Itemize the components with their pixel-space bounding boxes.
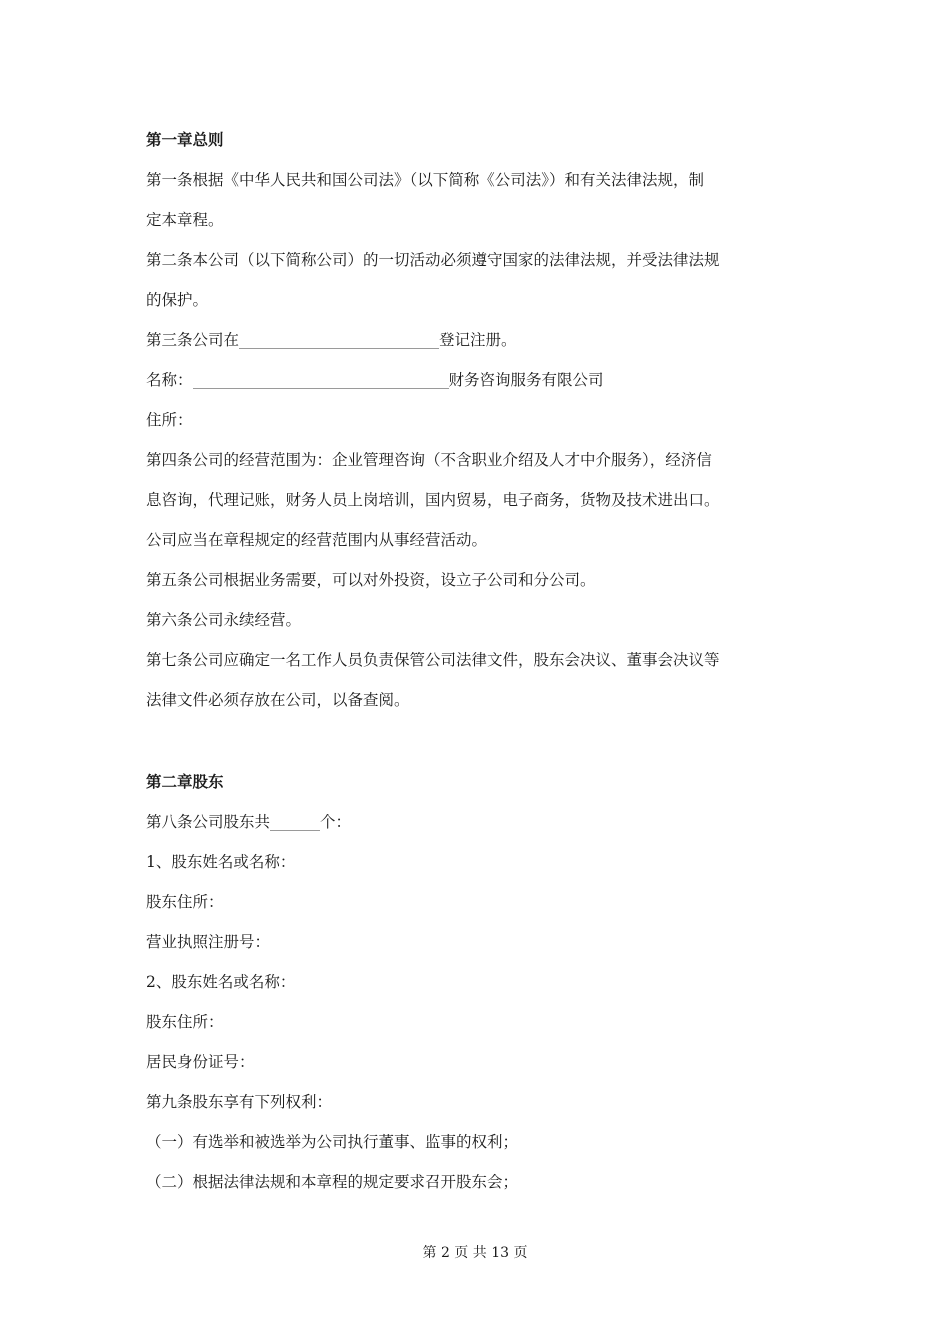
- article-3-prefix: 第三条公司在: [146, 331, 240, 349]
- article-2-line-1: 第二条本公司（以下简称公司）的一切活动必须遵守国家的法律法规，并受法律法规: [146, 251, 720, 269]
- article-3: [146, 320, 806, 360]
- shareholder-2-address: 股东住所：: [146, 1013, 224, 1031]
- article-5: 第五条公司根据业务需要，可以对外投资，设立子公司和分公司。: [146, 571, 596, 589]
- company-name-suffix: 财务咨询服务有限公司: [448, 371, 604, 389]
- article-4-line-1: 第四条公司的经营范围为：企业管理咨询（不含职业介绍及人才中介服务），经济信: [146, 451, 712, 469]
- shareholder-2-name: 2、股东姓名或名称：: [146, 973, 296, 991]
- company-name-blank: [193, 370, 449, 389]
- article-7-line-2: 法律文件必须存放在公司，以备查阅。: [146, 691, 410, 709]
- article-4-line-2: 息咨询，代理记账，财务人员上岗培训，国内贸易，电子商务，货物及技术进出口。: [146, 491, 720, 509]
- company-name-line: [146, 360, 806, 400]
- shareholder-1-address: 股东住所：: [146, 893, 224, 911]
- company-address-line: 住所：: [146, 411, 193, 429]
- company-name-label: 名称：: [146, 371, 193, 389]
- shareholder-count-blank: [270, 812, 320, 831]
- chapter-2-title: 第二章股东: [146, 773, 224, 791]
- shareholder-2-id: 居民身份证号：: [146, 1053, 255, 1071]
- article-1-line-1: 第一条根据《中华人民共和国公司法》（以下简称《公司法》）和有关法律法规，制: [146, 171, 705, 189]
- chapter-spacer: [146, 720, 806, 762]
- article-2-line-2: 的保护。: [146, 291, 209, 309]
- article-8: [146, 802, 806, 842]
- article-3-suffix: 登记注册。: [439, 331, 517, 349]
- page-content: [146, 120, 806, 1202]
- shareholder-right-2: （二）根据法律法规和本章程的规定要求召开股东会；: [146, 1173, 519, 1191]
- page-number-footer: 第 2 页 共 13 页: [422, 1245, 528, 1261]
- article-8-prefix: 第八条公司股东共: [146, 813, 271, 831]
- article-1-line-2: 定本章程。: [146, 211, 224, 229]
- article-8-suffix: 个：: [320, 813, 352, 831]
- shareholder-right-1: （一）有选举和被选举为公司执行董事、监事的权利；: [146, 1133, 519, 1151]
- article-7-line-1: 第七条公司应确定一名工作人员负责保管公司法律文件，股东会决议、董事会决议等: [146, 651, 720, 669]
- article-4-line-3: 公司应当在章程规定的经营范围内从事经营活动。: [146, 531, 488, 549]
- article-6: 第六条公司永续经营。: [146, 611, 302, 629]
- registration-place-blank: [239, 330, 439, 349]
- chapter-1-title: 第一章总则: [146, 131, 224, 149]
- shareholder-1-license: 营业执照注册号：: [146, 933, 271, 951]
- shareholder-1-name: 1、股东姓名或名称：: [146, 853, 296, 871]
- article-9: 第九条股东享有下列权利：: [146, 1093, 333, 1111]
